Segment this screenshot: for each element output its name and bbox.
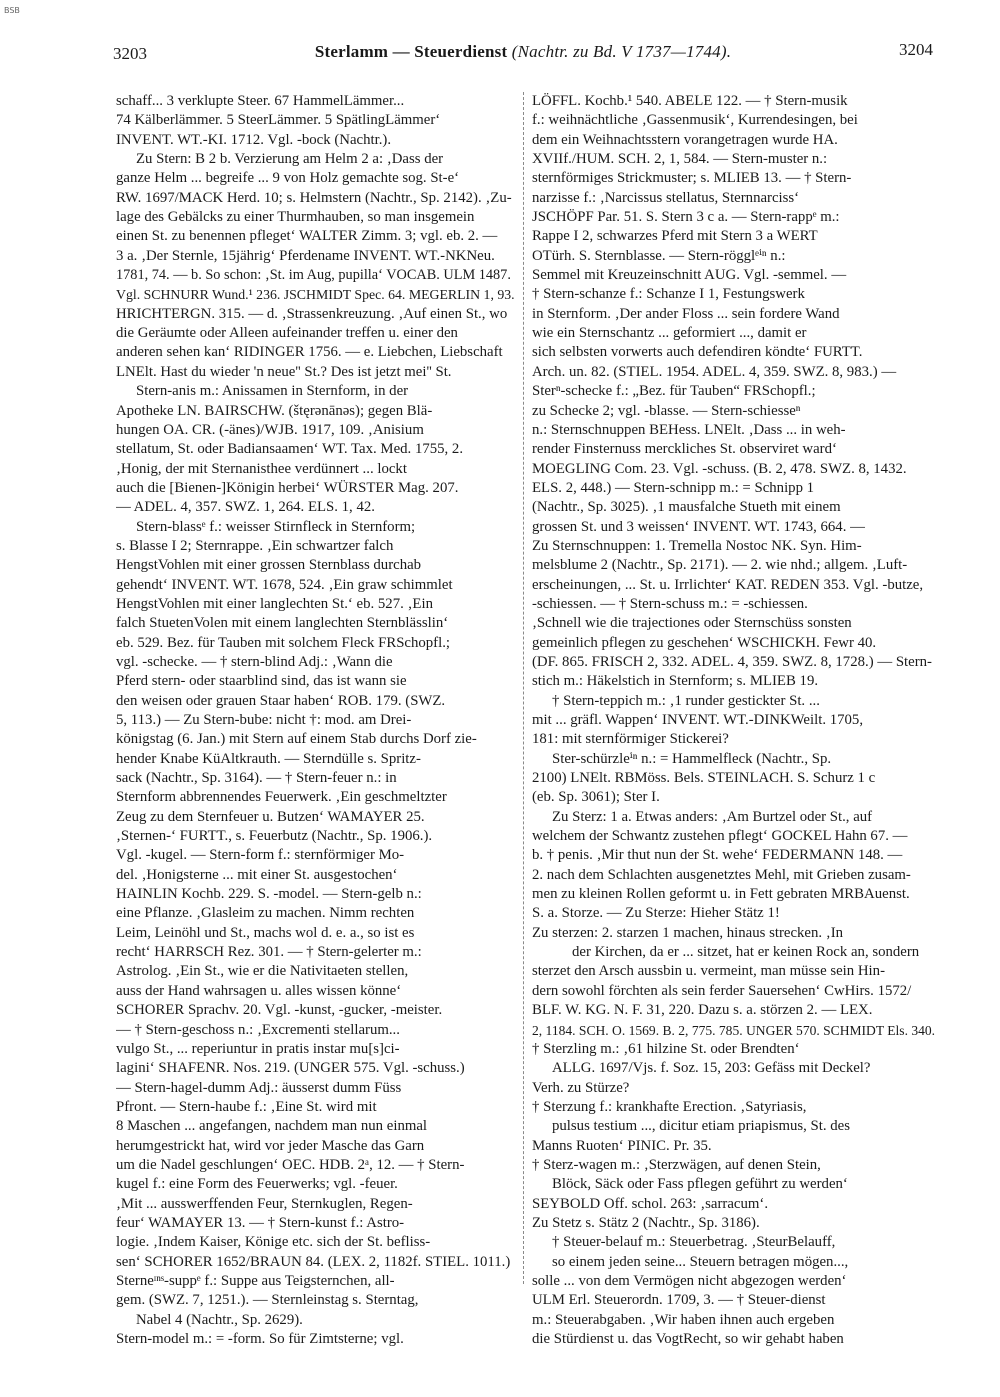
text-line: Stern-anis m.: Anissamen in Sternform, in der [136,383,409,400]
text-line: recht‘ HARRSCH Rez. 301. — † Stern-gelerter m.: [116,944,422,961]
text-line: 2. nach dem Schlachten ausgenetztes Mehl, mit Grieben zusam- [532,866,911,883]
text-line: anderen sehen kan‘ RIDINGER 1756. — e. Liebchen, Liebschaft [116,344,503,361]
text-line: königstag (6. Jan.) mit Stern auf einem Stab durchs Dorf zie- [116,731,477,748]
text-line: (Nachtr., Sp. 3025). ‚1 mausfalche Stueth mit einem [532,499,841,516]
text-line: S. a. Storze. — Zu Sterze: Hieher Stätz 1! [532,905,780,922]
text-line: HengstVohlen mit einer langlechten St.‘ eb. 527. ‚Ein [116,595,433,612]
running-title-main: Sterlamm — Steuerdienst [314,42,508,61]
text-line: del. ‚Honigsterne ... mit einer St. ausgestochen‘ [116,866,398,883]
text-line: gemeinlich pflegen zu geschehen‘ WSCHICKH. Fewr 40. [532,634,877,651]
text-line: ‚Schnell wie die trajectiones oder Sternschüss sonsten [532,615,852,632]
page-number-right: 3204 [899,40,933,59]
text-line: f.: weihnächtliche ‚Gassenmusik‘, Kurrendesingen, bei [532,112,858,129]
running-title [113,42,933,62]
text-line: BLF. W. KG. N. F. 31, 220. Dazu s. a. störzen 2. — LEX. [532,1002,873,1019]
text-line: HRICHTERGN. 315. — d. ‚Strassenkreuzung. ‚Auf einen St., wo [116,305,508,322]
text-line: XVIIf./HUM. SCH. 2, 1, 584. — Stern-muster n.: [532,151,828,168]
text-line: 181: mit sternförmiger Stickerei? [532,731,729,748]
text-line: Stern-model m.: = -form. So für Zimtsterne; vgl. [116,1331,404,1347]
text-line: erscheinungen, ... St. u. Irrlichter‘ KAT. REDEN 353. Vgl. -butze, [532,576,924,593]
text-line: Zu Sternschnuppen: 1. Tremella Nostoc NK. Syn. Him- [532,537,862,554]
text-line: hungen OA. CR. (-änes)/WJB. 1917, 109. ‚Anisium [116,421,424,438]
text-line: sterzet den Arsch aussbin u. vermeint, man müsse sein Hin- [532,963,885,980]
text-line: auss der Hand wahrsagen u. alles wissen könne‘ [116,982,402,999]
text-line: m.: Steuerabgaben. ‚Wir haben ihnen auch ergeben [532,1311,835,1328]
text-line: kugel f.: eine Form des Feuerwerks; vgl. -feuer. [116,1176,398,1193]
text-line: Vgl. SCHNURR Wund.¹ 236. JSCHMIDT Spec. 64. MEGERLIN 1, 93. [116,287,515,303]
text-line: Zu Stetz s. Stätz 2 (Nachtr., Sp. 3186). [532,1214,760,1231]
text-line: b. † penis. ‚Mir thut nun der St. wehe‘ FEDERMANN 148. — [532,847,903,864]
running-title-note: (Nachtr. zu Bd. V 1737—1744). [511,42,732,61]
text-line: sen‘ SCHORER 1652/BRAUN 84. (LEX. 2, 1182f. STIEL. 1011.) [116,1253,511,1270]
text-line: Pfront. — Stern-haube f.: ‚Eine St. wird mit [116,1098,377,1115]
page-header [113,40,933,66]
text-line: gehendt‘ INVENT. WT. 1678, 524. ‚Ein graw schimmlet [116,576,453,593]
text-line: ULM Erl. Steuerordn. 1709, 3. — † Steuer-dienst [532,1292,826,1309]
text-line: stellatum, St. oder Badiansaamen‘ WT. Tax. Med. 1755, 2. [116,441,464,458]
text-line: um die Nadel geschlungen‘ OEC. HDB. 2ᵃ, 12. — † Stern- [116,1156,465,1173]
text-line: — † Stern-geschoss n.: ‚Excrementi stellarum... [116,1021,400,1038]
text-line: mit ... gräfl. Wappen‘ INVENT. WT.-DINKWeilt. 1705, [532,712,864,728]
text-line: 8 Maschen ... angefangen, nachdem man nun einmal [116,1118,428,1135]
text-line: Nabel 4 (Nachtr., Sp. 2629). [136,1311,303,1328]
text-line: † Stern-teppich m.: ‚1 runder gestickter St. ... [552,692,820,709]
text-line: lagini‘ SHAFENR. Nos. 219. (UNGER 575. Vgl. -schuss.) [116,1060,465,1077]
text-line: 2, 1184. SCH. O. 1569. B. 2, 775. 785. UNGER 570. SCHMIDT Els. 340. [532,1022,936,1038]
text-line: Verh. zu Stürze? [532,1079,630,1096]
text-line: men zu kleinen Rollen geformt u. in Fett gebraten MRBAuenst. [532,886,910,903]
text-line: 74 Kälberlämmer. 5 SteerLämmer. 5 SpätlingLämmer‘ [116,112,441,129]
text-line: sternförmiges Strickmuster; s. MLIEB 13. — † Stern- [532,170,852,187]
text-line: render Finsternuss merckliches St. observiret ward‘ [532,441,837,458]
text-line: einen St. zu benennen pfleget‘ WALTER Zimm. 3; vgl. eb. 2. — [116,228,498,245]
text-line: Leim, Leinöhl und St., machs wol d. e. a., so ist es [116,924,415,941]
text-line: herumgestrickt hat, wird vor jeder Masche das Garn [116,1137,425,1154]
text-line: 2100) LNElt. RBMöss. Bels. STEINLACH. S. Schurz 1 c [532,770,876,787]
text-line: Apotheke LN. BAIRSCHW. (štęrənānəs); gegen Blä- [116,402,433,419]
text-line: — Stern-hagel-dumm Adj.: äusserst dumm Füss [116,1079,402,1096]
text-line: die Geräumte oder Alleen aufeinander treffen u. einer den [116,325,458,342]
text-line: Zeug zu dem Sternfeuer u. Butzen‘ WAMAYER 25. [116,808,425,825]
text-line: dern sowohl förchten als sein ferder Sauersehen‘ CwHirs. 1572/ [532,982,912,999]
text-line: den weisen oder grauen Staar haben‘ ROB. 179. (SWZ. [116,692,446,709]
text-line: stich m.: Häkelstich in Sternform; s. MLIEB 19. [532,673,819,690]
text-line: Rappe I 2, schwarzes Pferd mit Stern 3 a WERT [532,228,818,245]
text-line: n.: Sternschnuppen BEHess. LNElt. ‚Dass ... in weh- [532,421,846,438]
text-line: ganze Helm ... begreife ... 9 von Holz gemachte sog. St-e‘ [116,170,460,187]
text-line: ‚Sternen-‘ FURTT., s. Feuerbutz (Nachtr., Sp. 1906.). [116,828,433,845]
text-line: grossen St. und 3 weissen‘ INVENT. WT. 1743, 664. — [532,518,865,535]
text-line: in Sternform. ‚Der ander Floss ... sein fordere Wand [532,305,840,322]
text-line: Astrolog. ‚Ein St., wie er die Nativitaeten stellen, [116,963,409,980]
text-line: SEYBOLD Off. schol. 263: ‚sarracum‘. [532,1195,769,1212]
text-line: so einem jeden seine... Steuern betragen mögen..., [552,1253,849,1270]
text-line: melsblume 2 (Nachtr., Sp. 2171). — 2. wie nhd.; allgem. ‚Luft- [532,557,908,574]
text-line: ELS. 2, 448.) — Stern-schnipp m.: = Schnipp 1 [532,479,815,496]
text-line: JSCHÖPF Par. 51. S. Stern 3 c a. — Stern-rappᵉ m.: [532,209,840,226]
text-line: Semmel mit Kreuzeinschnitt AUG. Vgl. -semmel. — [532,267,847,284]
text-line: LÖFFL. Kochb.¹ 540. ABELE 122. — † Stern-musik [532,93,848,109]
text-line: gem. (SWZ. 7, 1251.). — Sternleinstag s. Sterntag, [116,1292,419,1309]
text-line: Zu Stern: B 2 b. Verzierung am Helm 2 a: ‚Dass der [136,151,444,168]
text-line: vulgo St., ... reperiuntur in pratis instar mu[s]ci- [116,1040,400,1057]
text-line: Blöck, Säck oder Fass pflegen geführt zu werden‘ [552,1176,848,1193]
text-line: lage des Gebälcks zu einer Thurmhauben, so man insgemein [116,209,475,226]
text-line: — ADEL. 4, 357. SWZ. 1, 264. ELS. 1, 42. [116,499,375,516]
library-stamp: BSB [4,6,20,15]
text-line: 5, 113.) — Zu Stern-bube: nicht †: mod. am Drei- [116,712,412,728]
text-line: ALLG. 1697/Vjs. f. Soz. 15, 203: Gefäss mit Deckel? [552,1060,871,1077]
text-line: (DF. 865. FRISCH 2, 332. ADEL. 4, 359. SWZ. 8, 1728.) — Stern- [532,653,932,670]
text-line: Arch. un. 82. (STIEL. 1954. ADEL. 4, 359. SWZ. 8, 983.) — [532,363,897,380]
text-line: 1781, 74. — b. So schon: ‚St. im Aug, pupilla‘ VOCAB. ULM 1487. [116,267,511,284]
text-line: logie. ‚Indem Kaiser, Könige etc. sich der St. befliss- [116,1234,431,1251]
text-line: narzisse f.: ‚Narcissus stellatus, Sternnarciss‘ [532,189,800,206]
text-line: † Stern-schanze f.: Schanze I 1, Festungswerk [532,286,805,303]
text-line: Zu Sterz: 1 a. Etwas anders: ‚Am Burtzel oder St., auf [552,808,873,825]
text-line: SCHORER Sprachv. 20. Vgl. -kunst, -gucker, -meister. [116,1002,443,1019]
text-line: HAINLIN Kochb. 229. S. -model. — Stern-gelb n.: [116,886,422,903]
text-line: † Steuer-belauf m.: Steuerbetrag. ‚SteurBelauff, [552,1234,836,1251]
text-line: falch StuetenVolen mit einem langlechten Sternblässlin‘ [116,615,449,632]
text-line: solle ... von dem Vermögen nicht abgezogen werden‘ [532,1272,847,1289]
text-line: der Kirchen, da er ... sitzet, hat er keinen Rock an, sondern [572,944,920,961]
text-line: -schiessen. — † Stern-schuss m.: = -schiessen. [532,595,808,612]
column-divider [523,92,524,1284]
text-line: die Stürdienst u. das VogtRecht, so wir gehabt haben [532,1331,844,1347]
text-line: Manns Ruoten‘ PINIC. Pr. 35. [532,1137,712,1154]
text-line: sack (Nachtr., Sp. 3164). — † Stern-feuer n.: in [116,770,397,787]
text-line: Ster-schürzleⁱⁿ n.: = Hammelfleck (Nachtr., Sp. [552,750,832,767]
left-column [116,92,516,1349]
text-line: hender Knabe KüAltkrauth. — Sterndülle s. Spritz- [116,750,421,767]
text-line: vgl. -schecke. — † stern-blind Adj.: ‚Wann die [116,653,393,670]
text-line: (eb. Sp. 3061); Ster I. [532,789,660,806]
text-line: welchem der Schwantz zustehen pflegt‘ GOCKEL Hahn 67. — [532,828,908,845]
right-column [532,92,937,1349]
text-line: Sternform abbrennendes Feuerwerk. ‚Ein geschmeltzter [116,789,447,806]
text-line: feur‘ WAMAYER 13. — † Stern-kunst f.: Astro- [116,1214,405,1231]
text-line: auch die [Bienen-]Königin herbei‘ WÜRSTER Mag. 207. [116,479,459,496]
text-line: OTürh. S. Sternblasse. — Stern-rögglᵉⁱⁿ n.: [532,247,786,264]
text-line: wie ein Sternschantz ... geformiert ..., damit er [532,325,807,342]
text-line: schaff... 3 verklupte Steer. 67 HammelLämmer... [116,93,405,109]
text-line: LNElt. Hast du wieder 'n neue'' St.? Des ist jetzt mei'' St. [116,363,452,380]
page-number-left: 3203 [113,44,147,63]
text-line: Stern-blassᵉ f.: weisser Stirnfleck in Sternform; [136,518,416,535]
text-line: pulsus testium ..., dicitur etiam priapismus, St. des [552,1118,850,1135]
text-line: eine Pflanze. ‚Glasleim zu machen. Nimm rechten [116,905,415,922]
text-line: sich selbsten vorwerts auch defendiren köndte‘ FURTT. [532,344,863,361]
text-line: ‚Mit ... ausswerffenden Feur, Sternkuglen, Regen- [116,1195,413,1212]
text-line: 3 a. ‚Der Sternle, 15jährig‘ Pferdename INVENT. WT.-NKNeu. [116,247,495,264]
text-line: s. Blasse I 2; Sternrappe. ‚Ein schwartzer falch [116,537,394,554]
text-line: Sterneᶦⁿˢ-suppᵉ f.: Suppe aus Teigsternchen, all- [116,1272,395,1289]
text-line: MOEGLING Com. 23. Vgl. -schuss. (B. 2, 478. SWZ. 8, 1432. [532,460,907,477]
text-line: RW. 1697/MACK Herd. 10; s. Helmstern (Nachtr., Sp. 2142). ‚Zu- [116,189,512,206]
text-line: dem ein Weihnachtsstern vorangetragen wurde HA. [532,131,838,148]
text-line: Vgl. -kugel. — Stern-form f.: sternförmiger Mo- [116,847,405,864]
text-line: † Sterz-wagen m.: ‚Sterzwägen, auf denen Stein, [532,1156,821,1173]
text-line: Zu sterzen: 2. starzen 1 machen, hinaus strecken. ‚In [532,924,844,941]
text-line: † Sterzling m.: ‚61 hilzine St. oder Brendten‘ [532,1040,800,1057]
text-line: Pferd stern- oder staarblind sind, das ist wann sie [116,673,407,690]
text-line: HengstVohlen mit einer grossen Sternblass durchab [116,557,422,574]
text-line: INVENT. WT.-KI. 1712. Vgl. -bock (Nachtr.). [116,131,392,148]
text-line: zu Schecke 2; vgl. -blasse. — Stern-schiesseⁿ [532,402,801,419]
text-line: ‚Honig, der mit Sternanisthee verdünnert ... lockt [116,460,407,477]
text-line: eb. 529. Bez. für Tauben mit solchem Fleck FRSchopfl.; [116,634,451,651]
text-line: Sterⁿ-schecke f.: „Bez. für Tauben“ FRSchopfl.; [532,383,816,400]
text-line: † Sterzung f.: krankhafte Erection. ‚Satyriasis, [532,1098,807,1115]
